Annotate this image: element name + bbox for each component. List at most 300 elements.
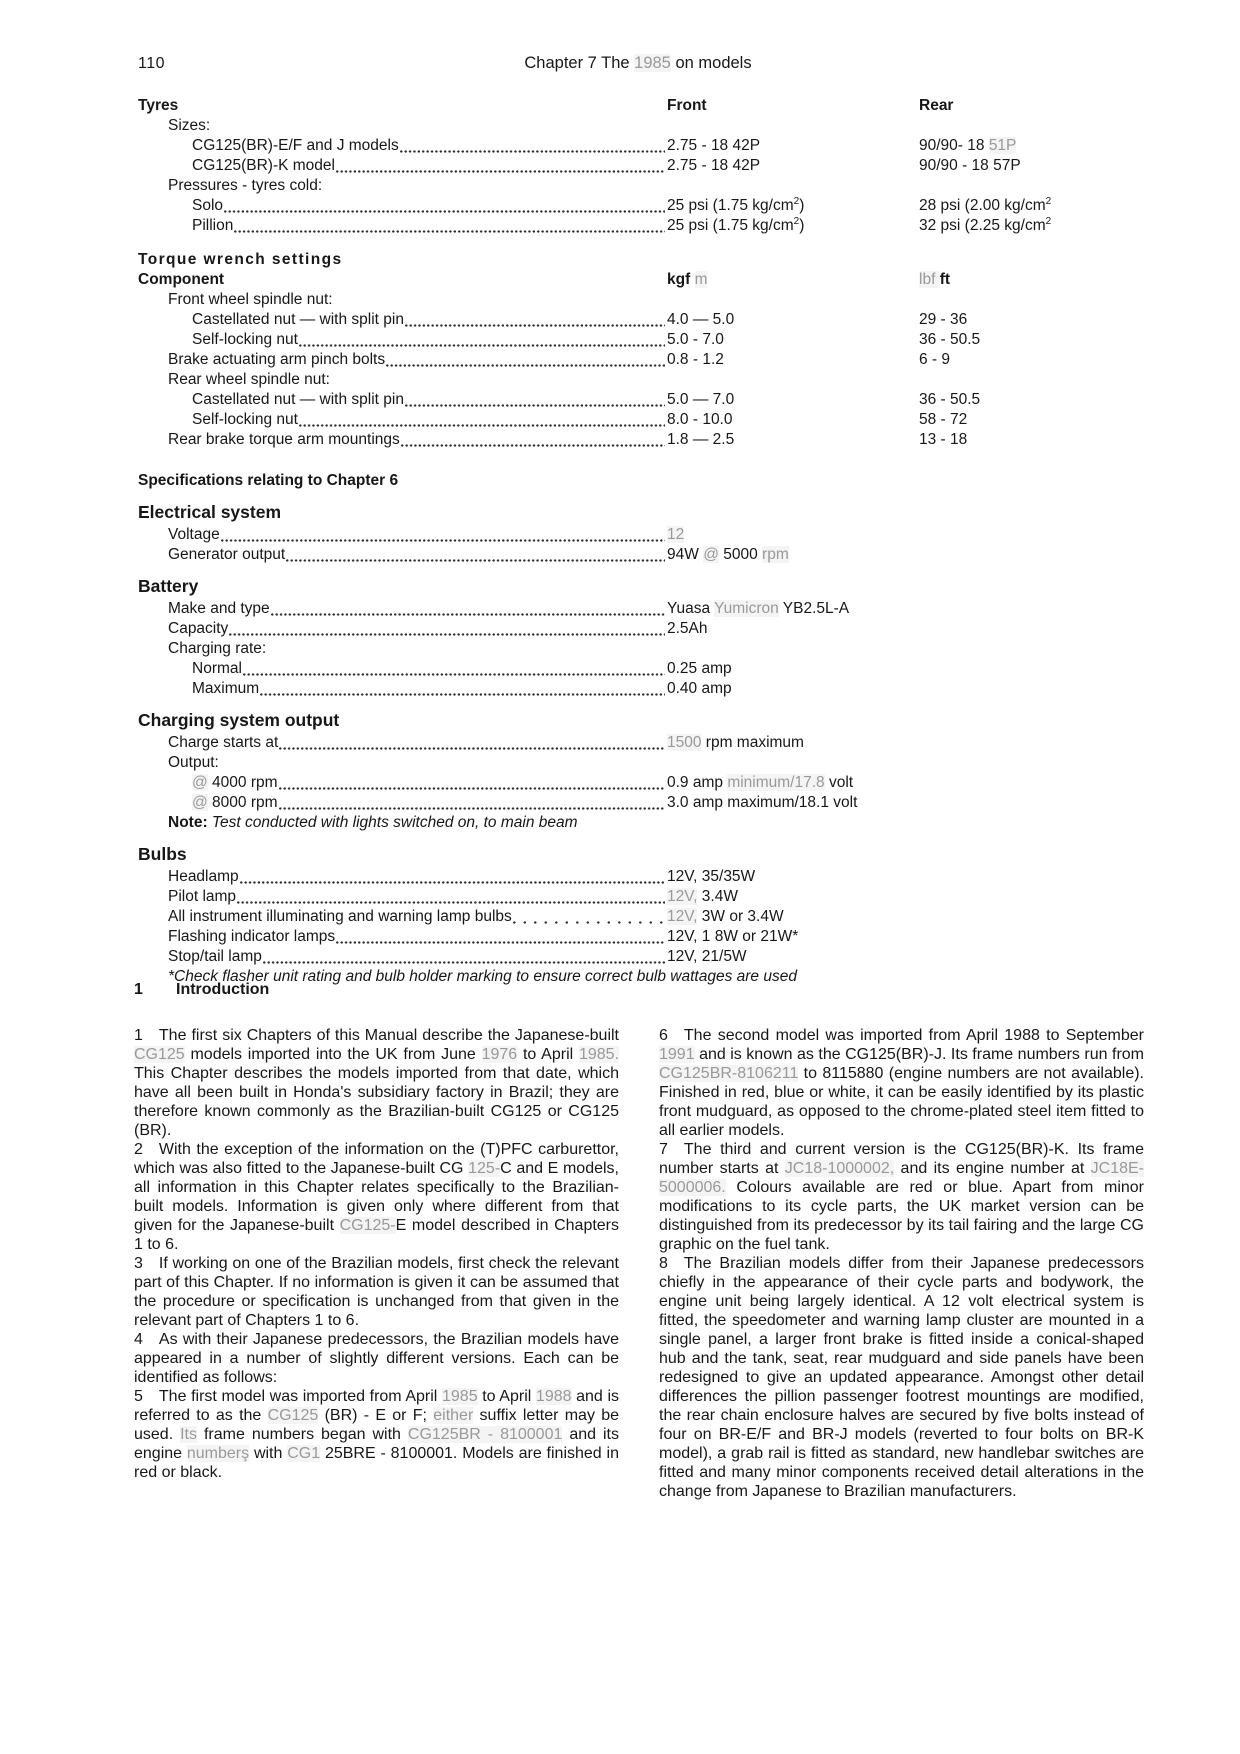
text-segment: frame numbers began with <box>197 1426 408 1443</box>
text-segment: 5.0 - 7.0 <box>667 331 724 348</box>
text-segment: suffix letter may be used. <box>134 1407 620 1443</box>
text-segment: 2 <box>793 215 800 227</box>
text-segment: 5.0 — 7.0 <box>667 391 735 408</box>
text-segment: on models <box>670 54 752 72</box>
text-segment: 0.9 amp <box>667 774 728 791</box>
spec-row <box>138 947 1138 967</box>
spec-row-left <box>138 250 667 270</box>
text-segment: This Chapter describes the models imported from that date, which have all been built in Honda's subsidiary factory in Brazil; they are therefore known commonly as the Brazilian-built CG125 or CG125 (BR). <box>134 1065 619 1139</box>
text-segment: Capacity <box>168 620 229 637</box>
text-segment: 29 - 36 <box>919 311 968 328</box>
spec-row <box>138 196 1138 216</box>
dot-leader <box>229 619 665 639</box>
spec-label <box>192 330 298 350</box>
dot-leader <box>243 659 665 679</box>
spec-row <box>138 430 1138 450</box>
text-segment: 1985. <box>578 1046 619 1063</box>
spec-value-front <box>667 793 919 813</box>
spec-value-front <box>667 330 919 350</box>
text-segment: 1976 <box>481 1046 518 1063</box>
spec-value-front <box>667 525 919 545</box>
dot-leader <box>234 216 665 236</box>
spec-value-rear <box>919 390 1138 410</box>
spec-row <box>138 216 1138 236</box>
spec-row <box>138 136 1138 156</box>
text-segment: Voltage <box>168 526 220 543</box>
text-segment: 0.40 amp <box>667 680 732 697</box>
spec-row-left <box>138 733 667 753</box>
spec-row-left <box>138 599 667 619</box>
spec-value-rear <box>919 350 1138 370</box>
spec-value-front <box>667 907 919 927</box>
text-segment: 12V, <box>667 908 698 925</box>
dot-leader <box>237 887 665 907</box>
spec-value-rear <box>919 330 1138 350</box>
text-segment: models imported into the UK from June <box>184 1046 482 1063</box>
text-segment: 8 The Brazilian models differ from their Japanese predecessors chiefly in the appearance of their cycle parts and bodywork, the engine unit being largely identical. A 12 volt electrical system is fitted, the speedometer and warning lamp cluster are mounted in a single panel, a larger front brake is fitted inside a conical-shaped hub and the tank, seat, rear mudguard and side panels have been redesigned to give an updated appearance. Amongst other detail differences the pillion passenger footrest mountings are modified, the rear chain enclosure halves are secured by five bolts instead of four on BR-E/F and BR-J models (reverted to four bolts on BR-K model), a grab rail is fitted as standard, new handlebar switches are fitted and many minor components received detail alterations in the change from Japanese to Brazilian manufacturers. <box>659 1255 1144 1500</box>
dot-leader <box>401 430 665 450</box>
spec-row <box>138 96 1138 116</box>
spec-value-front <box>667 887 919 907</box>
spec-row-left <box>138 867 667 887</box>
spec-value-rear <box>919 410 1138 430</box>
spec-row <box>138 471 1138 491</box>
spec-value-front <box>667 156 919 176</box>
text-segment: Maximum <box>192 680 260 697</box>
text-segment: 2.75 - 18 42P <box>667 137 761 154</box>
text-segment: 1988 <box>535 1388 572 1405</box>
text-segment: Front wheel spindle nut: <box>168 291 333 308</box>
spec-label <box>168 350 385 370</box>
text-segment: 3.0 amp maximum/18.1 volt <box>667 794 858 811</box>
text-segment: Headlamp <box>168 868 239 885</box>
text-segment: Pillion <box>192 217 234 234</box>
dot-leader <box>405 390 665 410</box>
text-segment: (BR) - E or F; <box>318 1407 434 1424</box>
text-segment: and is known as the CG125(BR)-J. Its frame numbers run from <box>694 1046 1144 1063</box>
spec-row <box>138 574 1138 599</box>
spec-value-rear <box>919 270 1138 290</box>
spec-row <box>138 813 1138 833</box>
text-segment: Front <box>667 97 707 114</box>
spec-row <box>138 708 1138 733</box>
paragraph <box>134 1330 619 1387</box>
text-segment: 3 If working on one of the Brazilian models, first check the relevant part of this Chapter. If no information is given it can be assumed that the procedure or specification is unchanged from that given in the relevant part of Chapters 1 to 6. <box>134 1255 619 1329</box>
section-title: Introduction <box>176 981 270 998</box>
spec-row-left <box>138 947 667 967</box>
text-segment: CG125(BR)-K model <box>192 157 335 174</box>
spec-value-rear <box>919 136 1138 156</box>
spec-row-left <box>138 753 667 773</box>
text-segment: 36 - 50.5 <box>919 391 981 408</box>
dot-leader <box>299 330 665 350</box>
spec-value-front <box>667 410 919 430</box>
spec-label <box>192 773 278 793</box>
text-segment: 5 The first model was imported from April <box>134 1388 442 1405</box>
spec-row <box>138 927 1138 947</box>
spec-value-rear <box>919 196 1138 216</box>
spec-row-left <box>138 927 667 947</box>
spec-row-left <box>138 176 667 196</box>
dot-leader <box>400 136 665 156</box>
spec-label <box>168 176 322 196</box>
page-number: 110 <box>138 55 166 72</box>
spec-row <box>138 116 1138 136</box>
dot-leader <box>279 793 665 813</box>
spec-row-left <box>138 525 667 545</box>
text-segment: Sizes: <box>168 117 211 134</box>
text-segment: to April <box>477 1388 536 1405</box>
text-segment: lbf <box>919 271 940 288</box>
spec-row-left <box>138 842 667 867</box>
spec-label <box>168 947 262 967</box>
spec-value-front <box>667 599 919 619</box>
text-segment: 12V, 1 8W or 21W* <box>667 928 799 945</box>
paragraph <box>134 1140 619 1254</box>
text-segment: CG1 <box>287 1445 321 1462</box>
spec-label <box>168 545 285 565</box>
spec-value-front <box>667 679 919 699</box>
spec-value-front <box>667 310 919 330</box>
text-segment: Charging rate: <box>168 640 267 657</box>
paragraph <box>134 1254 619 1330</box>
text-segment: 12V, 35/35W <box>667 868 756 885</box>
spec-row <box>138 310 1138 330</box>
text-segment: 5000 <box>718 546 763 563</box>
text-segment: 3.4W <box>697 888 738 905</box>
text-segment: 51P <box>988 137 1017 154</box>
spec-label <box>138 842 187 867</box>
dot-leader <box>224 196 665 216</box>
text-segment: 4000 rpm <box>207 774 278 791</box>
spec-row <box>138 887 1138 907</box>
spec-row-left <box>138 196 667 216</box>
body-section <box>134 981 1144 1501</box>
spec-value-front <box>667 947 919 967</box>
text-segment: 0.8 - 1.2 <box>667 351 724 368</box>
spec-row-left <box>138 390 667 410</box>
spec-label <box>138 500 281 525</box>
spec-label <box>168 867 239 887</box>
spec-row-left <box>138 708 667 733</box>
spec-row-left <box>138 96 667 116</box>
spec-value-rear <box>919 96 1138 116</box>
spec-label <box>192 390 404 410</box>
spec-label <box>168 370 330 390</box>
text-segment: 90/90 - 18 57P <box>919 157 1021 174</box>
text-segment: 25 psi (1.75 kg/cm <box>667 197 794 214</box>
text-segment: CG125BR - 8100001 <box>407 1426 563 1443</box>
paragraph <box>134 1387 619 1482</box>
spec-row <box>138 176 1138 196</box>
text-segment: CG125 <box>267 1407 319 1424</box>
spec-value-front <box>667 350 919 370</box>
text-segment: C and E models, all information in this Chapter relates specifically to the Brazilian-built models. Information is given only where different from that given for the Japanese-built <box>134 1160 619 1234</box>
text-segment: 2 <box>793 195 800 207</box>
text-segment: CG125BR-8106211 <box>659 1065 799 1082</box>
text-segment: kgf <box>667 271 695 288</box>
spec-row-left <box>138 350 667 370</box>
text-segment: Battery <box>138 576 199 596</box>
text-segment: 12V, <box>667 888 698 905</box>
text-segment: 1985 <box>442 1388 478 1405</box>
text-segment: Solo <box>192 197 224 214</box>
spec-row-left <box>138 471 667 491</box>
spec-value-front <box>667 773 919 793</box>
text-segment: JC18-1000002, <box>784 1160 895 1177</box>
spec-value-front <box>667 196 919 216</box>
dot-leader <box>286 545 665 565</box>
dot-leader <box>221 525 665 545</box>
spec-label <box>168 116 210 136</box>
spec-row-left <box>138 574 667 599</box>
text-segment: to April <box>517 1046 579 1063</box>
spec-value-front <box>667 390 919 410</box>
spec-row-left <box>138 136 667 156</box>
text-segment: CG125(BR)-E/F and J models <box>192 137 399 154</box>
text-segment: 13 - 18 <box>919 431 968 448</box>
text-segment: numberş <box>186 1445 250 1462</box>
text-segment: 2 <box>1045 215 1052 227</box>
text-segment: Normal <box>192 660 242 677</box>
spec-value-front <box>667 927 919 947</box>
text-segment: All instrument illuminating and warning lamp bulbs <box>168 908 512 925</box>
spec-label <box>138 96 178 116</box>
text-segment: Electrical system <box>138 502 282 522</box>
spec-row-left <box>138 116 667 136</box>
text-segment: 58 - 72 <box>919 411 968 428</box>
text-segment: Test conducted with lights switched on, to main beam <box>207 814 578 831</box>
paragraph <box>659 1026 1144 1140</box>
text-segment: Note: <box>168 814 208 831</box>
text-segment: Self-locking nut <box>192 411 298 428</box>
spec-row-left <box>138 216 667 236</box>
dot-leader <box>299 410 665 430</box>
text-segment: Colours available are red or blue. Apart from minor modifications to its cycle parts, the UK market version can be distinguished from its predecessor by its tail fairing and the large CG graphic on the fuel tank. <box>659 1179 1144 1253</box>
spec-value-front <box>667 619 919 639</box>
spec-row-left <box>138 639 667 659</box>
body-columns <box>134 1026 1144 1501</box>
text-segment: Brake actuating arm pinch bolts <box>168 351 386 368</box>
text-segment: JC18E-5000006. <box>659 1160 1144 1196</box>
spec-row-left <box>138 679 667 699</box>
text-segment: Component <box>138 271 225 288</box>
spec-label <box>168 599 270 619</box>
text-segment: 4 As with their Japanese predecessors, the Brazilian models have appeared in a number of slightly different versions. Each can be identified as follows: <box>134 1331 619 1386</box>
text-segment: 1.8 — 2.5 <box>667 431 735 448</box>
spec-value-front <box>667 545 919 565</box>
text-segment: 1 The first six Chapters of this Manual describe the Japanese-built <box>134 1027 619 1044</box>
text-segment: Chapter 7 The <box>524 54 635 72</box>
spec-label <box>168 813 578 833</box>
spec-label <box>168 927 335 947</box>
text-segment: 12V, 21/5W <box>667 948 747 965</box>
spec-row <box>138 525 1138 545</box>
text-segment: Rear brake torque arm mountings <box>168 431 400 448</box>
spec-value-front <box>667 659 919 679</box>
spec-row-left <box>138 793 667 813</box>
text-segment: with <box>249 1445 288 1462</box>
spec-value-front <box>667 216 919 236</box>
spec-row <box>138 290 1138 310</box>
spec-value-front <box>667 867 919 887</box>
text-segment: Yuasa <box>667 600 715 617</box>
text-segment: ) <box>799 217 805 234</box>
spec-row-left <box>138 270 667 290</box>
spec-row <box>138 410 1138 430</box>
spec-value-front <box>667 733 919 753</box>
spec-label <box>168 907 512 927</box>
dot-leader <box>279 733 665 753</box>
spec-row-left <box>138 813 667 833</box>
text-segment: Torque wrench settings <box>138 251 343 268</box>
dot-leader <box>386 350 665 370</box>
spec-row-left <box>138 773 667 793</box>
spec-row-left <box>138 907 667 927</box>
spec-label <box>192 216 233 236</box>
text-segment: and its engine number at <box>894 1160 1091 1177</box>
text-segment: Pressures - tyres cold: <box>168 177 323 194</box>
spec-label <box>168 525 220 545</box>
text-segment: ) <box>799 197 805 214</box>
text-segment: 8.0 - 10.0 <box>667 411 733 428</box>
spec-row <box>138 867 1138 887</box>
text-segment: 125- <box>468 1160 501 1177</box>
spec-row-left <box>138 156 667 176</box>
spec-row <box>138 500 1138 525</box>
paragraph <box>134 1026 619 1140</box>
text-segment: 25BRE - 8100001. Models are finished in red or black. <box>134 1445 619 1481</box>
text-segment: and its engine <box>134 1426 619 1462</box>
dot-leader <box>279 773 665 793</box>
dot-leader <box>263 947 665 967</box>
spec-value-front <box>667 96 919 116</box>
text-segment: 25 psi (1.75 kg/cm <box>667 217 794 234</box>
text-segment: Make and type <box>168 600 270 617</box>
spec-label <box>192 310 404 330</box>
spec-value-rear <box>919 216 1138 236</box>
spec-value-front <box>667 136 919 156</box>
text-segment: 6 - 9 <box>919 351 951 368</box>
section-number: 1 <box>134 981 143 998</box>
text-segment: YB2.5L-A <box>778 600 850 617</box>
text-segment: 36 - 50.5 <box>919 331 981 348</box>
text-segment: Specifications relating to Chapter 6 <box>138 472 399 489</box>
spec-label <box>192 410 298 430</box>
text-segment: 2 With the exception of the information on the (T)PFC carburettor, which was also fitted to the Japanese-built CG <box>134 1141 619 1177</box>
spec-label <box>192 196 223 216</box>
text-segment: @ <box>192 794 208 811</box>
spec-row <box>138 773 1138 793</box>
spec-row <box>138 659 1138 679</box>
text-segment: 8000 rpm <box>207 794 278 811</box>
spec-row-left <box>138 330 667 350</box>
text-segment: CG125 <box>134 1046 185 1063</box>
text-segment: Stop/tail lamp <box>168 948 262 965</box>
dot-leader <box>260 679 665 699</box>
spec-row <box>138 250 1138 270</box>
spec-label <box>192 659 242 679</box>
text-segment: Generator output <box>168 546 286 563</box>
text-segment: 2 <box>1045 195 1052 207</box>
section-heading <box>134 981 1144 999</box>
text-segment: m <box>694 271 708 288</box>
spec-label <box>138 574 198 599</box>
spec-label <box>138 708 339 733</box>
spec-row-left <box>138 430 667 450</box>
spec-label <box>192 679 259 699</box>
dot-leader <box>405 310 665 330</box>
text-segment: 12 <box>667 526 685 543</box>
spec-row <box>138 733 1138 753</box>
chapter-title <box>18 54 1240 73</box>
text-segment: Flashing indicator lamps <box>168 928 336 945</box>
text-segment: Rear wheel spindle nut: <box>168 371 330 388</box>
spec-label <box>192 136 399 156</box>
text-segment: CG125- <box>339 1217 396 1234</box>
spec-value-rear <box>919 310 1138 330</box>
spec-row <box>138 793 1138 813</box>
dot-leader <box>336 156 665 176</box>
text-segment: 32 psi (2.25 kg/cm <box>919 217 1046 234</box>
spec-label <box>138 471 398 491</box>
text-segment: Output: <box>168 754 219 771</box>
spec-row <box>138 350 1138 370</box>
text-segment: Bulbs <box>138 844 187 864</box>
spec-row-left <box>138 545 667 565</box>
text-segment: E model described in Chapters 1 to 6. <box>134 1217 620 1253</box>
text-segment: 2.75 - 18 42P <box>667 157 761 174</box>
text-segment: 1500 <box>667 734 702 751</box>
spec-row <box>138 639 1138 659</box>
spec-label <box>168 430 400 450</box>
spec-label <box>138 270 224 290</box>
text-segment: 0.25 amp <box>667 660 732 677</box>
dot-leader <box>240 867 665 887</box>
spec-row <box>138 679 1138 699</box>
text-segment: Self-locking nut <box>192 331 298 348</box>
text-segment: rpm maximum <box>701 734 804 751</box>
spec-value-rear <box>919 430 1138 450</box>
text-segment: Rear <box>919 97 954 114</box>
spec-row <box>138 619 1138 639</box>
paragraph <box>659 1140 1144 1254</box>
text-segment: 94W <box>667 546 704 563</box>
body-column-left <box>134 1026 619 1501</box>
text-segment: Castellated nut — with split pin <box>192 391 404 408</box>
text-segment: Castellated nut — with split pin <box>192 311 404 328</box>
spec-row <box>138 599 1138 619</box>
text-segment: rpm <box>762 546 789 563</box>
text-segment: 6 The second model was imported from April 1988 to September <box>659 1027 1144 1044</box>
spec-value-front <box>667 270 919 290</box>
spec-label <box>192 156 335 176</box>
text-segment: Yumicron <box>714 600 779 617</box>
spec-row-left <box>138 410 667 430</box>
spec-row <box>138 390 1138 410</box>
paragraph <box>659 1254 1144 1501</box>
text-segment: Charging system output <box>138 710 340 730</box>
body-column-right <box>659 1026 1144 1501</box>
page-header <box>0 54 1240 78</box>
text-segment: either <box>433 1407 474 1424</box>
spec-row-left <box>138 310 667 330</box>
spec-row-left <box>138 500 667 525</box>
spec-row <box>138 330 1138 350</box>
dot-leader <box>271 599 665 619</box>
text-segment: 3W or 3.4W <box>697 908 784 925</box>
spec-row-left <box>138 290 667 310</box>
